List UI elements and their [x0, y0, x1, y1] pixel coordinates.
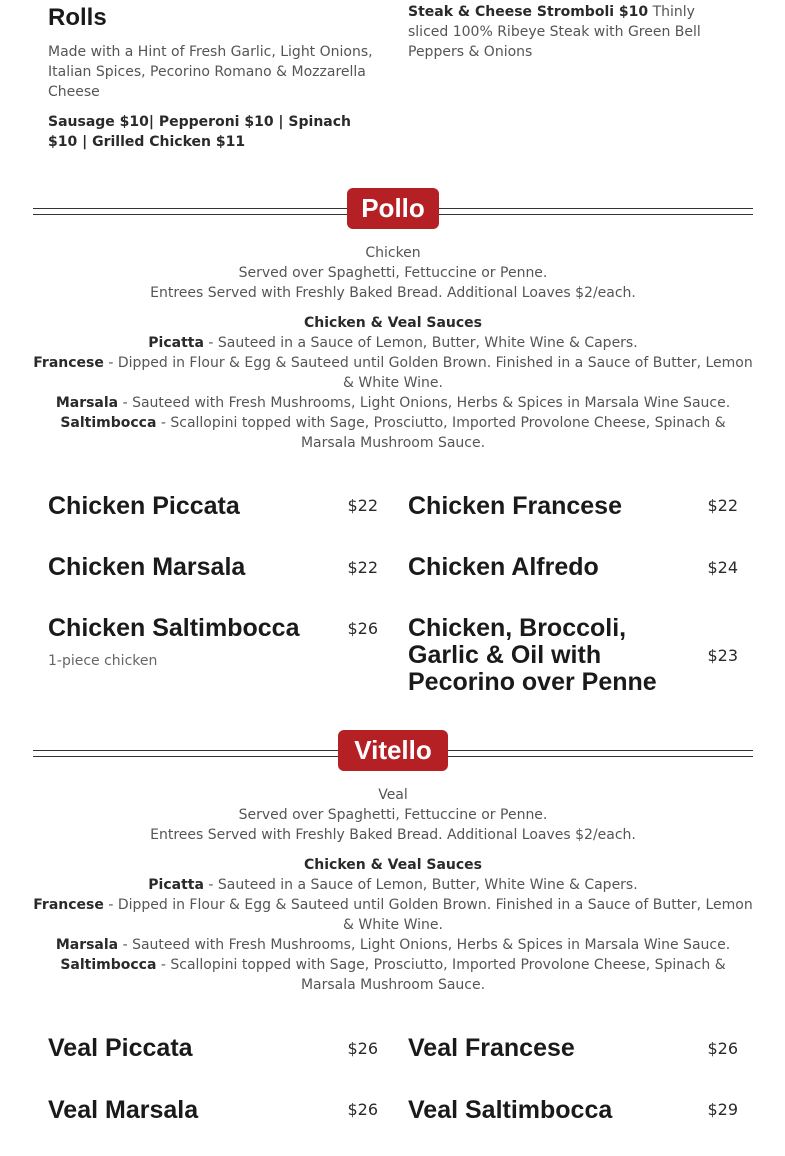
vitello-heading: Vitello: [338, 730, 448, 771]
menu-item-price: $26: [347, 619, 378, 638]
menu-item-price: $23: [707, 646, 738, 665]
menu-item-price: $22: [347, 558, 378, 577]
menu-item-price: $29: [707, 1100, 738, 1119]
vitello-sauces: [33, 855, 753, 995]
pollo-intro-line: Served over Spaghetti, Fettuccine or Penne.: [238, 265, 548, 281]
sauces-title: Chicken & Veal Sauces: [303, 857, 482, 873]
menu-item-price: $24: [707, 558, 738, 577]
pollo-heading: Pollo: [347, 188, 439, 229]
menu-item-name: Veal Marsala: [48, 1096, 199, 1124]
pollo-intro-line: Chicken: [365, 245, 421, 261]
menu-item-name: Chicken, Broccoli, Garlic & Oil with Pecorino over Penne: [408, 614, 657, 696]
vitello-intro: [33, 785, 753, 845]
vitello-intro-line: Veal: [378, 787, 408, 803]
menu-item-name: Chicken Piccata: [48, 492, 240, 520]
menu-item-name: Chicken Marsala: [48, 553, 246, 581]
menu-item-name: Chicken Alfredo: [408, 553, 599, 581]
sauce-francese: Francese - Dipped in Flour & Egg & Sauteed until Golden Brown. Finished in a Sauce of Butter, Lemon & White Wine.: [33, 355, 753, 391]
rolls-options: Sausage $10| Pepperoni $10 | Spinach $10 | Grilled Chicken $11: [48, 114, 352, 150]
sauce-francese: Francese - Dipped in Flour & Egg & Sauteed until Golden Brown. Finished in a Sauce of Butter, Lemon & White Wine.: [33, 897, 753, 933]
stromboli-name: Steak & Cheese Stromboli $10: [408, 4, 649, 20]
vitello-intro-line: Entrees Served with Freshly Baked Bread. Additional Loaves $2/each.: [150, 827, 636, 843]
rolls-title: Rolls: [48, 4, 107, 31]
stromboli-description: Thinly sliced 100% Ribeye Steak with Green Bell Peppers & Onions: [408, 4, 701, 60]
sauce-picatta: Picatta - Sauteed in a Sauce of Lemon, Butter, White Wine & Capers.: [148, 877, 638, 893]
sauce-saltimbocca: Saltimbocca - Scallopini topped with Sage, Prosciutto, Imported Provolone Cheese, Spinach & Marsala Mushroom Sauce.: [60, 415, 726, 451]
menu-item-name: Veal Saltimbocca: [408, 1096, 613, 1124]
sauce-marsala: Marsala - Sauteed with Fresh Mushrooms, Light Onions, Herbs & Spices in Marsala Wine Sauce.: [55, 937, 731, 953]
menu-item-name: Chicken Saltimbocca: [48, 614, 300, 642]
pollo-sauces: [33, 313, 753, 453]
pollo-intro-line: Entrees Served with Freshly Baked Bread. Additional Loaves $2/each.: [150, 285, 636, 301]
menu-item-price: $26: [707, 1039, 738, 1058]
menu-item-price: $22: [707, 496, 738, 515]
rolls-description: Made with a Hint of Fresh Garlic, Light Onions, Italian Spices, Pecorino Romano & Mozzarella Cheese: [48, 44, 373, 100]
sauce-marsala: Marsala - Sauteed with Fresh Mushrooms, Light Onions, Herbs & Spices in Marsala Wine Sauce.: [55, 395, 731, 411]
menu-item-name: Veal Piccata: [48, 1034, 193, 1062]
vitello-intro-line: Served over Spaghetti, Fettuccine or Penne.: [238, 807, 548, 823]
menu-item-name: Veal Francese: [408, 1034, 575, 1062]
sauce-saltimbocca: Saltimbocca - Scallopini topped with Sage, Prosciutto, Imported Provolone Cheese, Spinach & Marsala Mushroom Sauce.: [60, 957, 726, 993]
sauce-picatta: Picatta - Sauteed in a Sauce of Lemon, Butter, White Wine & Capers.: [148, 335, 638, 351]
stromboli-item: [408, 2, 738, 62]
sauces-title: Chicken & Veal Sauces: [303, 315, 482, 331]
menu-item-price: $26: [347, 1100, 378, 1119]
menu-item-note: 1-piece chicken: [48, 653, 158, 669]
menu-item-name: Chicken Francese: [408, 492, 622, 520]
menu-item-price: $26: [347, 1039, 378, 1058]
pollo-intro: [33, 243, 753, 303]
menu-item-price: $22: [347, 496, 378, 515]
